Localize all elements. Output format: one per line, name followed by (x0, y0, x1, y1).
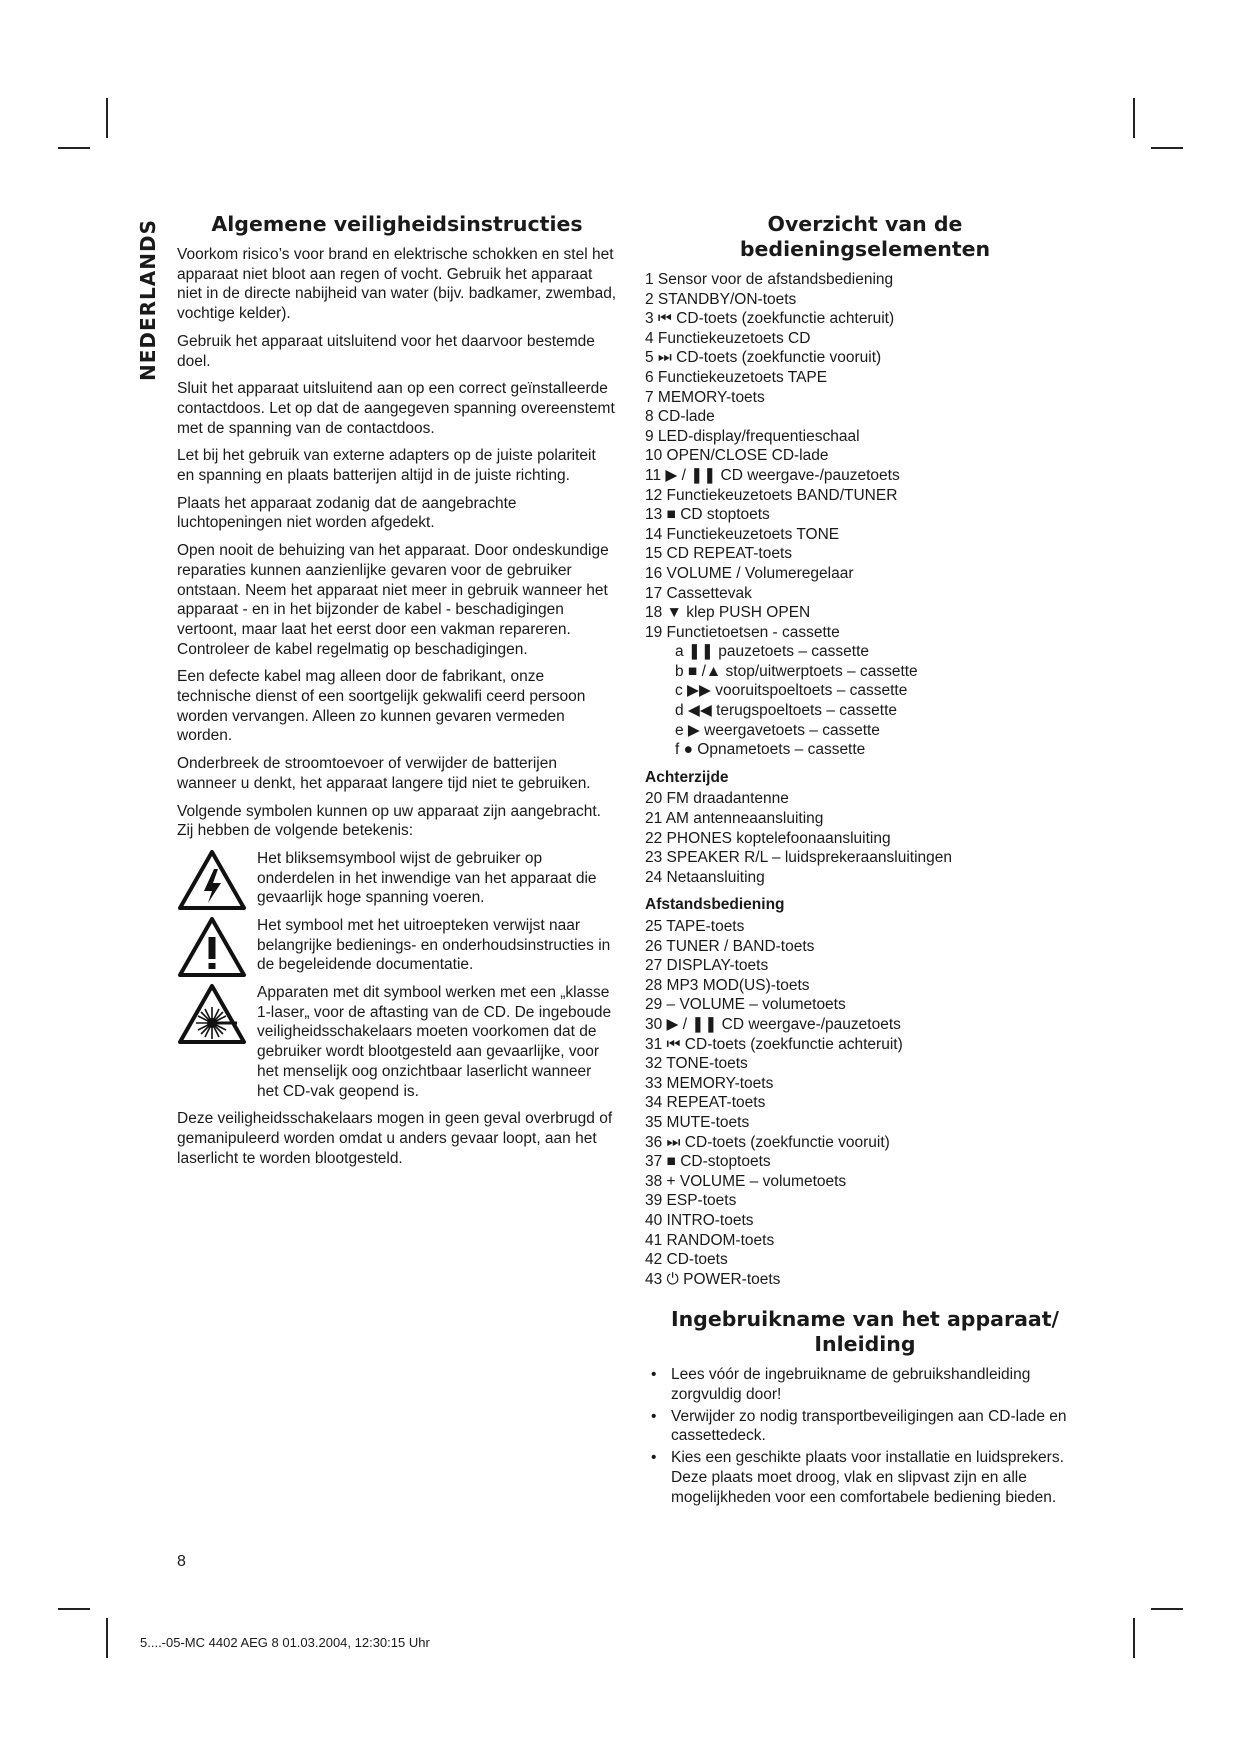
crop-mark (1133, 98, 1135, 138)
safety-paragraph: Sluit het apparaat uitsluitend aan op een correct geïnstalleerde contactdoos. Let op dat de aangegeven spanning overeenstemt met de spanning van de contactdoos. (177, 380, 615, 437)
intro-bullet: • Kies een geschikte plaats voor installatie en luidsprekers. Deze plaats moet droog, vlak en slipvast zijn en alle mogelijkheden voor een comfortabele bediening bieden. (645, 1448, 1085, 1507)
remote-item: 40 INTRO-toets (645, 1211, 754, 1229)
cassette-control-item: f ● Opnametoets – cassette (675, 741, 866, 759)
intro-title-line1: Ingebruikname van het apparaat/ (670, 1307, 1060, 1332)
control-item: 6 Functiekeuzetoets TAPE (645, 368, 828, 386)
safety-section (177, 212, 617, 1176)
controls-title-line2: bedieningselementen (739, 237, 991, 261)
crop-mark (58, 147, 90, 149)
safety-paragraph: Een defecte kabel mag alleen door de fabrikant, onze technische dienst of een soortgelijk gekwalifi ceerd persoon worden vervangen. Alleen zo kunnen gevaren vermeden worden. (177, 668, 586, 745)
print-footer: 5....-05-MC 4402 AEG 8 01.03.2004, 12:30:15 Uhr (140, 1635, 430, 1650)
crop-mark (1151, 147, 1183, 149)
exclamation-description: Het symbool met het uitroepteken verwijst naar belangrijke bedienings- en onderhoudsinstructies in de begeleidende documentatie. (257, 916, 611, 974)
remote-item: 25 TAPE-toets (645, 918, 745, 935)
cassette-control-item: d ◀◀ terugspoeltoets – cassette (675, 702, 898, 720)
crop-mark (106, 1618, 108, 1658)
back-item: 22 PHONES koptelefoonaansluiting (645, 829, 891, 847)
remote-item: 43 ⏻ POWER-toets (645, 1270, 781, 1288)
safety-paragraph: Plaats het apparaat zodanig dat de aangebrachte luchtopeningen niet worden afgedekt. (177, 494, 517, 532)
remote-item: 33 MEMORY-toets (645, 1074, 774, 1092)
safety-paragraph: Onderbreek de stroomtoevoer of verwijder de batterijen wanneer u denkt, het apparaat langere tijd niet te gebruiken. (177, 755, 591, 792)
control-item: 18 ▼ klep PUSH OPEN (645, 604, 811, 622)
safety-paragraph: Open nooit de behuizing van het apparaat. Door ondeskundige reparaties kunnen aanzienlijke gevaren voor de gebruiker ontstaan. Neem het apparaat niet meer in gebruik wanneer het apparaat - en in het bijzonder de kabel - beschadigingen vertoont, maar laat het eerst door een vakman repareren. Controleer de kabel regelmatig op beschadigingen. (177, 542, 609, 658)
controls-list (645, 270, 1085, 760)
cassette-control-item: b ■ /▲ stop/uitwerptoets – cassette (675, 662, 918, 680)
crop-mark (1133, 1618, 1135, 1658)
remote-item: 42 CD-toets (645, 1251, 728, 1269)
remote-item: 32 TONE-toets (645, 1055, 748, 1073)
remote-item: 35 MUTE-toets (645, 1113, 750, 1131)
control-item: 15 CD REPEAT-toets (645, 545, 793, 563)
back-item: 21 AM antenneaansluiting (645, 810, 824, 828)
laser-warning-icon (177, 983, 247, 1045)
back-heading: Achterzijde (645, 768, 729, 786)
safety-paragraph: Let bij het gebruik van externe adapters op de juiste polariteit en spanning en plaats batterijen altijd in de juiste richting. (177, 447, 596, 485)
control-item: 4 Functiekeuzetoets CD (645, 329, 811, 347)
remote-item: 34 REPEAT-toets (645, 1094, 766, 1112)
control-item: 11 ▶ / ❚❚ CD weergave-/pauzetoets (645, 466, 900, 484)
control-item: 2 STANDBY/ON-toets (645, 290, 797, 308)
back-item: 23 SPEAKER R/L – luidsprekeraansluitingen (645, 849, 953, 867)
safety-paragraph: Voorkom risico’s voor brand en elektrische schokken en stel het apparaat niet bloot aan regen of vocht. Gebruik het apparaat niet in de directe nabijheid van water (bijv. badkamer, zwembad, vochtige kelder). (177, 246, 617, 323)
language-label: NEDERLANDS (136, 218, 160, 382)
control-item: 19 Functietoetsen - cassette (645, 623, 840, 641)
cassette-control-item: a ❚❚ pauzetoets – cassette (675, 643, 869, 661)
control-item: 14 Functiekeuzetoets TONE (645, 525, 840, 543)
laser-description: Apparaten met dit symbool werken met een „klasse 1-laser„ voor de aftasting van de CD. De ingeboude veiligheidsschakelaars moeten voorkomen dat de gebruiker wordt blootgesteld aan gevaarlijke, voor het menselijk oog onzichtbaar laserlicht wanneer het CD-vak geopend is. (257, 983, 612, 1100)
remote-list (645, 917, 1085, 1289)
intro-bullet: • Lees vóór de ingebruikname de gebruikshandleiding zorgvuldig door! (645, 1365, 1085, 1404)
remote-item: 29 – VOLUME – volumetoets (645, 996, 846, 1014)
back-list (645, 789, 1085, 887)
language-tab (120, 215, 176, 385)
remote-item: 36 ⏭ CD-toets (zoekfunctie vooruit) (645, 1133, 890, 1151)
remote-item: 39 ESP-toets (645, 1192, 737, 1210)
control-item: 16 VOLUME / Volumeregelaar (645, 564, 854, 582)
control-item: 17 Cassettevak (645, 584, 752, 602)
lightning-warning-icon (177, 849, 247, 911)
control-item: 13 ■ CD stoptoets (645, 506, 770, 524)
controls-title (645, 212, 1085, 262)
intro-title (645, 1307, 1085, 1357)
lightning-symbol-row (177, 849, 617, 911)
safety-paragraph: Volgende symbolen kunnen op uw apparaat zijn aangebracht. Zij hebben de volgende betekenis: (177, 802, 601, 840)
back-item: 24 Netaansluiting (645, 868, 765, 886)
remote-item: 30 ▶ / ❚❚ CD weergave-/pauzetoets (645, 1015, 901, 1033)
exclamation-warning-icon (177, 916, 247, 978)
controls-title-line1: Overzicht van de (767, 212, 963, 236)
safety-final-paragraph: Deze veiligheidsschakelaars mogen in geen geval overbrugd of gemanipuleerd worden omdat u anders gevaar loopt, aan het laserlicht te worden blootgesteld. (177, 1110, 613, 1167)
back-item: 20 FM draadantenne (645, 790, 789, 808)
control-item: 3 ⏮ CD-toets (zoekfunctie achteruit) (645, 310, 895, 328)
remote-item: 26 TUNER / BAND-toets (645, 937, 815, 955)
remote-heading: Afstandsbediening (645, 896, 785, 914)
intro-title-line2: Inleiding (814, 1332, 916, 1357)
remote-item: 27 DISPLAY-toets (645, 957, 769, 975)
safety-paragraph: Gebruik het apparaat uitsluitend voor het daarvoor bestemde doel. (177, 332, 595, 370)
laser-symbol-row (177, 983, 617, 1101)
intro-bullet: • Verwijder zo nodig transportbeveiligingen aan CD-lade en cassettedeck. (645, 1407, 1085, 1446)
crop-mark (1151, 1608, 1183, 1610)
control-item: 8 CD-lade (645, 408, 715, 426)
controls-section (645, 212, 1085, 1509)
control-item: 1 Sensor voor de afstandsbediening (645, 271, 894, 288)
control-item: 9 LED-display/frequentieschaal (645, 427, 860, 445)
remote-item: 37 ■ CD-stoptoets (645, 1153, 771, 1171)
control-item: 10 OPEN/CLOSE CD-lade (645, 447, 829, 465)
remote-item: 28 MP3 MOD(US)-toets (645, 976, 810, 994)
exclamation-symbol-row (177, 916, 617, 978)
intro-bullets (645, 1365, 1085, 1507)
control-item: 12 Functiekeuzetoets BAND/TUNER (645, 486, 898, 504)
remote-item: 38 + VOLUME – volumetoets (645, 1172, 847, 1190)
remote-item: 41 RANDOM-toets (645, 1231, 775, 1249)
lightning-description: Het bliksemsymbool wijst de gebruiker op onderdelen in het inwendige van het apparaat die gevaarlijk hoge spanning voeren. (257, 849, 597, 907)
control-item: 5 ⏭ CD-toets (zoekfunctie vooruit) (645, 349, 882, 367)
page-number: 8 (177, 1553, 186, 1570)
crop-mark (58, 1608, 90, 1610)
remote-item: 31 ⏮ CD-toets (zoekfunctie achteruit) (645, 1035, 903, 1053)
safety-title: Algemene veiligheidsinstructies (211, 212, 583, 236)
cassette-control-item: e ▶ weergavetoets – cassette (675, 721, 880, 739)
crop-mark (106, 98, 108, 138)
cassette-control-item: c ▶▶ vooruitspoeltoets – cassette (675, 682, 908, 700)
control-item: 7 MEMORY-toets (645, 388, 765, 406)
